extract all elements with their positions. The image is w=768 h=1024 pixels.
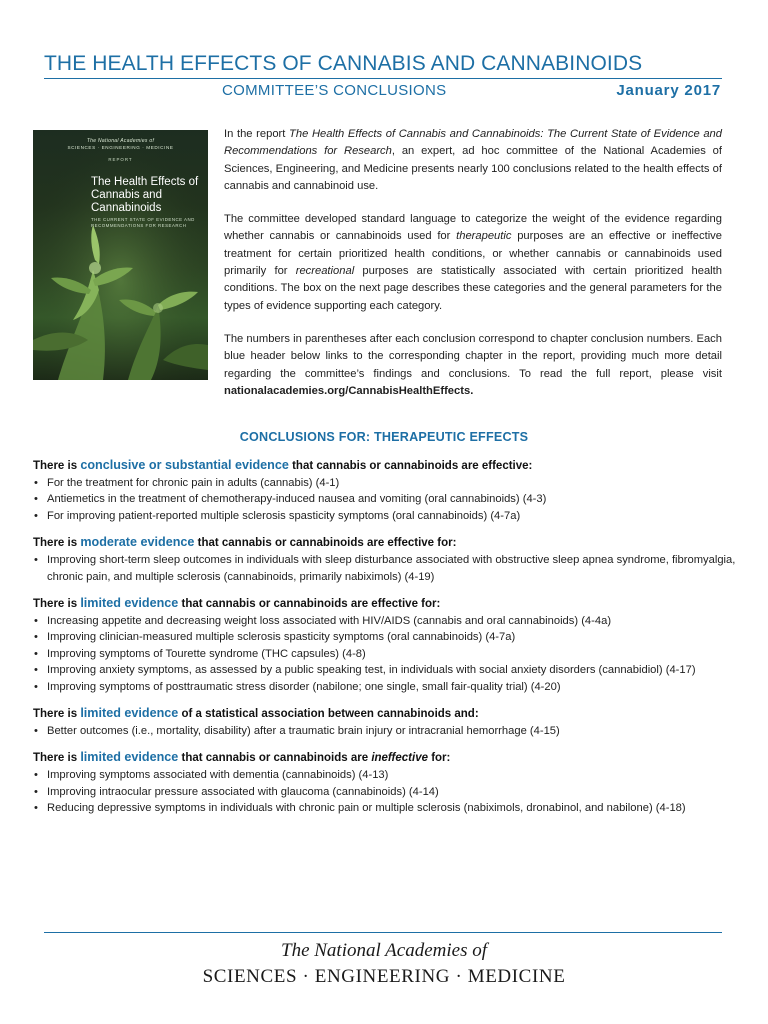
heading-text: that cannabis or cannabinoids are	[178, 752, 372, 765]
evidence-level-link[interactable]: limited evidence	[80, 706, 179, 721]
report-title-reference: The Health Effects of Cannabis and Cannabinoids: The Current State of Evidence and Recommendations for Research	[224, 128, 722, 158]
cover-report-label: REPORT	[108, 157, 133, 162]
heading-text: that cannabis or cannabinoids are effective for:	[178, 598, 441, 611]
conclusion-group	[33, 704, 745, 739]
conclusion-item: • Improving anxiety symptoms, as assessed by a public speaking test, in individuals with social anxiety disorders (cannabidiol) (4-17)	[33, 662, 745, 678]
cannabis-plant-illustration	[33, 130, 208, 380]
document-title: THE HEALTH EFFECTS OF CANNABIS AND CANNABINOIDS	[44, 52, 643, 75]
conclusion-items	[33, 552, 745, 585]
conclusion-item: • Improving symptoms associated with dementia (cannabinoids) (4-13)	[33, 767, 745, 783]
publication-date: January 2017	[616, 82, 721, 99]
heading-text: There is	[33, 598, 81, 611]
conclusion-item: • Improving clinician-measured multiple sclerosis spasticity symptoms (oral cannabinoids) (4-7a)	[33, 629, 745, 645]
report-cover-image	[33, 130, 208, 380]
heading-text: that cannabis or cannabinoids are effective for:	[194, 537, 457, 550]
cover-org-name: The National Academies of	[86, 138, 155, 144]
conclusion-item: • For the treatment for chronic pain in adults (cannabis) (4-1)	[33, 475, 745, 491]
conclusion-group-heading	[33, 594, 745, 613]
conclusion-item: • Reducing depressive symptoms in individuals with chronic pain or multiple sclerosis (nabiximols, dronabinol, and nabilone) (4-18)	[33, 800, 745, 816]
conclusion-item: • Increasing appetite and decreasing weight loss associated with HIV/AIDS (cannabis and oral cannabinoids) (4-4a)	[33, 613, 745, 629]
intro-paragraph-2: The committee developed standard language to categorize the weight of the evidence regarding whether cannabis or cannabinoids used for therapeutic purposes are an effective or ineffective treatment for certain prioritized health conditions, or whether cannabis or cannabinoids used primarily for recreational purposes are statistically associated with certain prioritized health conditions. The box on the next page describes these categories and the general parameters for the types of evidence supporting each category.	[224, 213, 722, 312]
conclusion-group	[33, 748, 745, 816]
conclusion-items	[33, 723, 745, 739]
heading-text: There is	[33, 460, 81, 472]
conclusion-items	[33, 613, 745, 695]
report-url-link[interactable]: nationalacademies.org/CannabisHealthEffects.	[224, 384, 474, 397]
intro-text	[224, 126, 722, 416]
cover-subtitle: THE CURRENT STATE OF EVIDENCE AND RECOMMENDATIONS FOR RESEARCH	[91, 217, 195, 228]
evidence-level-link[interactable]: moderate evidence	[80, 535, 195, 550]
section-heading-therapeutic: CONCLUSIONS FOR: THERAPEUTIC EFFECTS	[239, 430, 529, 444]
conclusion-items	[33, 767, 745, 816]
conclusion-item: • For improving patient-reported multiple sclerosis spasticity symptoms (oral cannabinoids) (4-7a)	[33, 508, 745, 524]
cover-title: The Health Effects of Cannabis and Cannabinoids	[91, 176, 199, 214]
header-rule	[44, 78, 722, 79]
heading-text: ineffective	[371, 752, 428, 765]
footer-org-name: The National Academies of	[281, 940, 487, 961]
conclusion-item: • Better outcomes (i.e., mortality, disability) after a traumatic brain injury or intracranial hemorrhage (4-15)	[33, 723, 745, 739]
conclusion-items	[33, 475, 745, 524]
heading-text: that cannabis or cannabinoids are effective:	[288, 460, 533, 472]
evidence-level-link[interactable]: conclusive or substantial evidence	[80, 458, 289, 472]
conclusion-group-heading	[33, 533, 745, 552]
conclusion-item: • Antiemetics in the treatment of chemotherapy-induced nausea and vomiting (oral cannabinoids) (4-3)	[33, 491, 745, 507]
conclusion-group-heading	[33, 748, 745, 767]
conclusion-item: • Improving symptoms of Tourette syndrome (THC capsules) (4-8)	[33, 646, 745, 662]
conclusion-item: • Improving symptoms of posttraumatic stress disorder (nabilone; one single, small fair-quality trial) (4-20)	[33, 679, 745, 695]
document-subtitle: COMMITTEE’S CONCLUSIONS	[222, 82, 447, 99]
heading-text: for:	[428, 752, 451, 765]
conclusion-group-heading	[33, 704, 745, 723]
conclusion-group	[33, 594, 745, 695]
heading-text: There is	[33, 537, 81, 550]
conclusion-group-heading	[33, 456, 745, 475]
footer-org-fields: SCIENCES · ENGINEERING · MEDICINE	[202, 966, 566, 987]
conclusion-group	[33, 533, 745, 585]
conclusion-item: • Improving intraocular pressure associated with glaucoma (cannabinoids) (4-14)	[33, 784, 745, 800]
evidence-level-link[interactable]: limited evidence	[80, 596, 179, 611]
evidence-level-link[interactable]: limited evidence	[80, 750, 179, 765]
heading-text: There is	[33, 752, 81, 765]
cover-org-fields: SCIENCES · ENGINEERING · MEDICINE	[67, 145, 174, 150]
intro-paragraph-1: In the report The Health Effects of Cannabis and Cannabinoids: The Current State of Evidence and Recommendations for Research, an expert, ad hoc committee of the National Academies of Sciences, Engineering, and Medicine presents nearly 100 conclusions related to the health effects of cannabis and cannabinoid use.	[224, 128, 722, 192]
heading-text: There is	[33, 708, 81, 721]
footer-rule	[44, 932, 722, 933]
conclusion-group	[33, 456, 745, 524]
conclusions-list	[33, 456, 745, 826]
heading-text: of a statistical association between cannabinoids and:	[178, 708, 479, 721]
intro-paragraph-3: The numbers in parentheses after each conclusion correspond to chapter conclusion numbers. Each blue header below links to the corresponding chapter in the report, providing much more detail regarding the committee’s findings and conclusions. To read the full report, please visit nationalacademies.org/CannabisHealthEffects.	[224, 332, 722, 397]
conclusion-item: • Improving short-term sleep outcomes in individuals with sleep disturbance associated with obstructive sleep apnea syndrome, fibromyalgia, chronic pain, and multiple sclerosis (cannabinoids, primarily nabiximols) (4-19)	[33, 552, 745, 585]
